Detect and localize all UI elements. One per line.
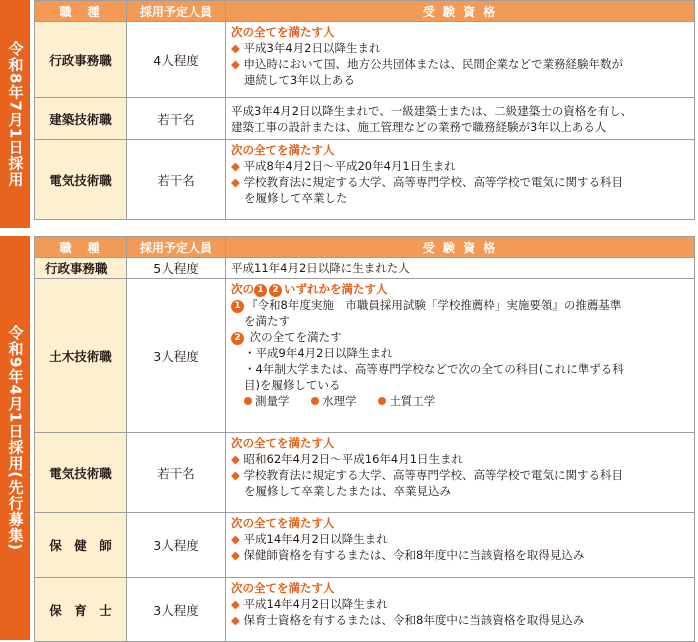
header-qualification: 受 験 資 格 bbox=[226, 1, 695, 22]
subject: 土質工学 bbox=[389, 394, 436, 408]
qualification: 次の全てを満たす人 ◆ 平成8年4月2日〜平成20年4月1日生まれ ◆ 学校教育法に規定する大学、高等専門学校、高等学校で電気に関する科目 を履修して卒業した bbox=[226, 140, 695, 220]
header-count: 採用予定人員 bbox=[127, 237, 226, 258]
job-title: 電気技術職 bbox=[35, 140, 127, 220]
qualification: 次の全てを満たす人 ◆ 平成14年4月2日以降生まれ ◆ 保育士資格を有するまたは、令和8年度中に当該資格を取得見込み bbox=[226, 578, 695, 642]
qualification: 平成3年4月2日以降生まれで、一級建築士または、二級建築士の資格を有し、 建築工事の設計または、施工管理などの業務で職務経験が3年以上ある人 bbox=[226, 98, 695, 140]
table-row bbox=[35, 513, 695, 578]
table-row bbox=[35, 98, 695, 140]
job-title: 保 健 師 bbox=[35, 513, 127, 578]
diamond-icon: ◆ bbox=[231, 548, 240, 562]
diamond-icon: ◆ bbox=[231, 597, 240, 611]
qualification: 次の全てを満たす人 ◆ 平成3年4月2日以降生まれ ◆ 申込時において国、地方公共団体または、民間企業などで業務経験年数が 連続して3年以上ある bbox=[226, 22, 695, 98]
diamond-icon: ◆ bbox=[231, 41, 240, 55]
section-band: 令和9年4月1日採用(先行募集) bbox=[0, 236, 30, 640]
table-row bbox=[35, 258, 695, 279]
job-title: 電気技術職 bbox=[35, 433, 127, 513]
headcount: 3人程度 bbox=[127, 513, 226, 578]
bullet-dot-icon bbox=[311, 397, 319, 405]
qualification: 次の全てを満たす人 ◆ 平成14年4月2日以降生まれ ◆ 保健師資格を有するまたは、令和8年度中に当該資格を取得見込み bbox=[226, 513, 695, 578]
diamond-icon: ◆ bbox=[231, 532, 240, 546]
qualification: 次の 1 2 いずれかを満たす人 1 『令和8年度実施 市職員採用試験「学校推薦枠」実施要領』の推薦基準 を満たす 2 次の全てを満たす ・平成9年4月2日以降生まれ ・4年制大学または、高等専門学校などで次の全ての科目(これに準ずる科 目)を履修している 測量学 水理学 土質工学 bbox=[226, 279, 695, 433]
header-qualification: 受 験 資 格 bbox=[226, 237, 695, 258]
job-title: 建築技術職 bbox=[35, 98, 127, 140]
qualification: 次の全てを満たす人 ◆ 昭和62年4月2日〜平成16年4月1日生まれ ◆ 学校教育法に規定する大学、高等専門学校、高等学校で電気に関する科目 を履修して卒業したまたは、卒業見込み bbox=[226, 433, 695, 513]
headcount: 若干名 bbox=[127, 140, 226, 220]
diamond-icon: ◆ bbox=[231, 452, 240, 466]
table-row bbox=[35, 433, 695, 513]
headcount: 5人程度 bbox=[127, 258, 226, 279]
number-one-icon: 1 bbox=[231, 300, 244, 313]
headcount: 4人程度 bbox=[127, 22, 226, 98]
section-april-2027 bbox=[0, 236, 698, 640]
header-count: 採用予定人員 bbox=[127, 1, 226, 22]
section-july-2026 bbox=[0, 0, 698, 228]
job-title: 行政事務職 bbox=[35, 22, 127, 98]
number-two-icon: 2 bbox=[269, 284, 282, 297]
qualification-table bbox=[34, 0, 695, 220]
table-row bbox=[35, 140, 695, 220]
headcount: 3人程度 bbox=[127, 279, 226, 433]
number-two-icon: 2 bbox=[231, 332, 244, 345]
header-job: 職 種 bbox=[35, 237, 127, 258]
headcount: 若干名 bbox=[127, 433, 226, 513]
job-title: 行政事務職 bbox=[35, 258, 127, 279]
job-title: 土木技術職 bbox=[35, 279, 127, 433]
qualification-table bbox=[34, 236, 695, 642]
table-row bbox=[35, 279, 695, 433]
job-title: 保 育 士 bbox=[35, 578, 127, 642]
bullet-dot-icon bbox=[244, 397, 252, 405]
diamond-icon: ◆ bbox=[231, 468, 240, 482]
diamond-icon: ◆ bbox=[231, 613, 240, 627]
header-job: 職 種 bbox=[35, 1, 127, 22]
diamond-icon: ◆ bbox=[231, 57, 240, 71]
subject: 水理学 bbox=[322, 394, 357, 408]
section-band: 令和8年7月1日採用 bbox=[0, 0, 30, 228]
headcount: 3人程度 bbox=[127, 578, 226, 642]
diamond-icon: ◆ bbox=[231, 159, 240, 173]
number-one-icon: 1 bbox=[254, 284, 267, 297]
table-row bbox=[35, 578, 695, 642]
subject: 測量学 bbox=[255, 394, 290, 408]
table-row bbox=[35, 22, 695, 98]
qualification: 平成11年4月2日以降に生まれた人 bbox=[226, 258, 695, 279]
headcount: 若干名 bbox=[127, 98, 226, 140]
diamond-icon: ◆ bbox=[231, 175, 240, 189]
bullet-dot-icon bbox=[378, 397, 386, 405]
